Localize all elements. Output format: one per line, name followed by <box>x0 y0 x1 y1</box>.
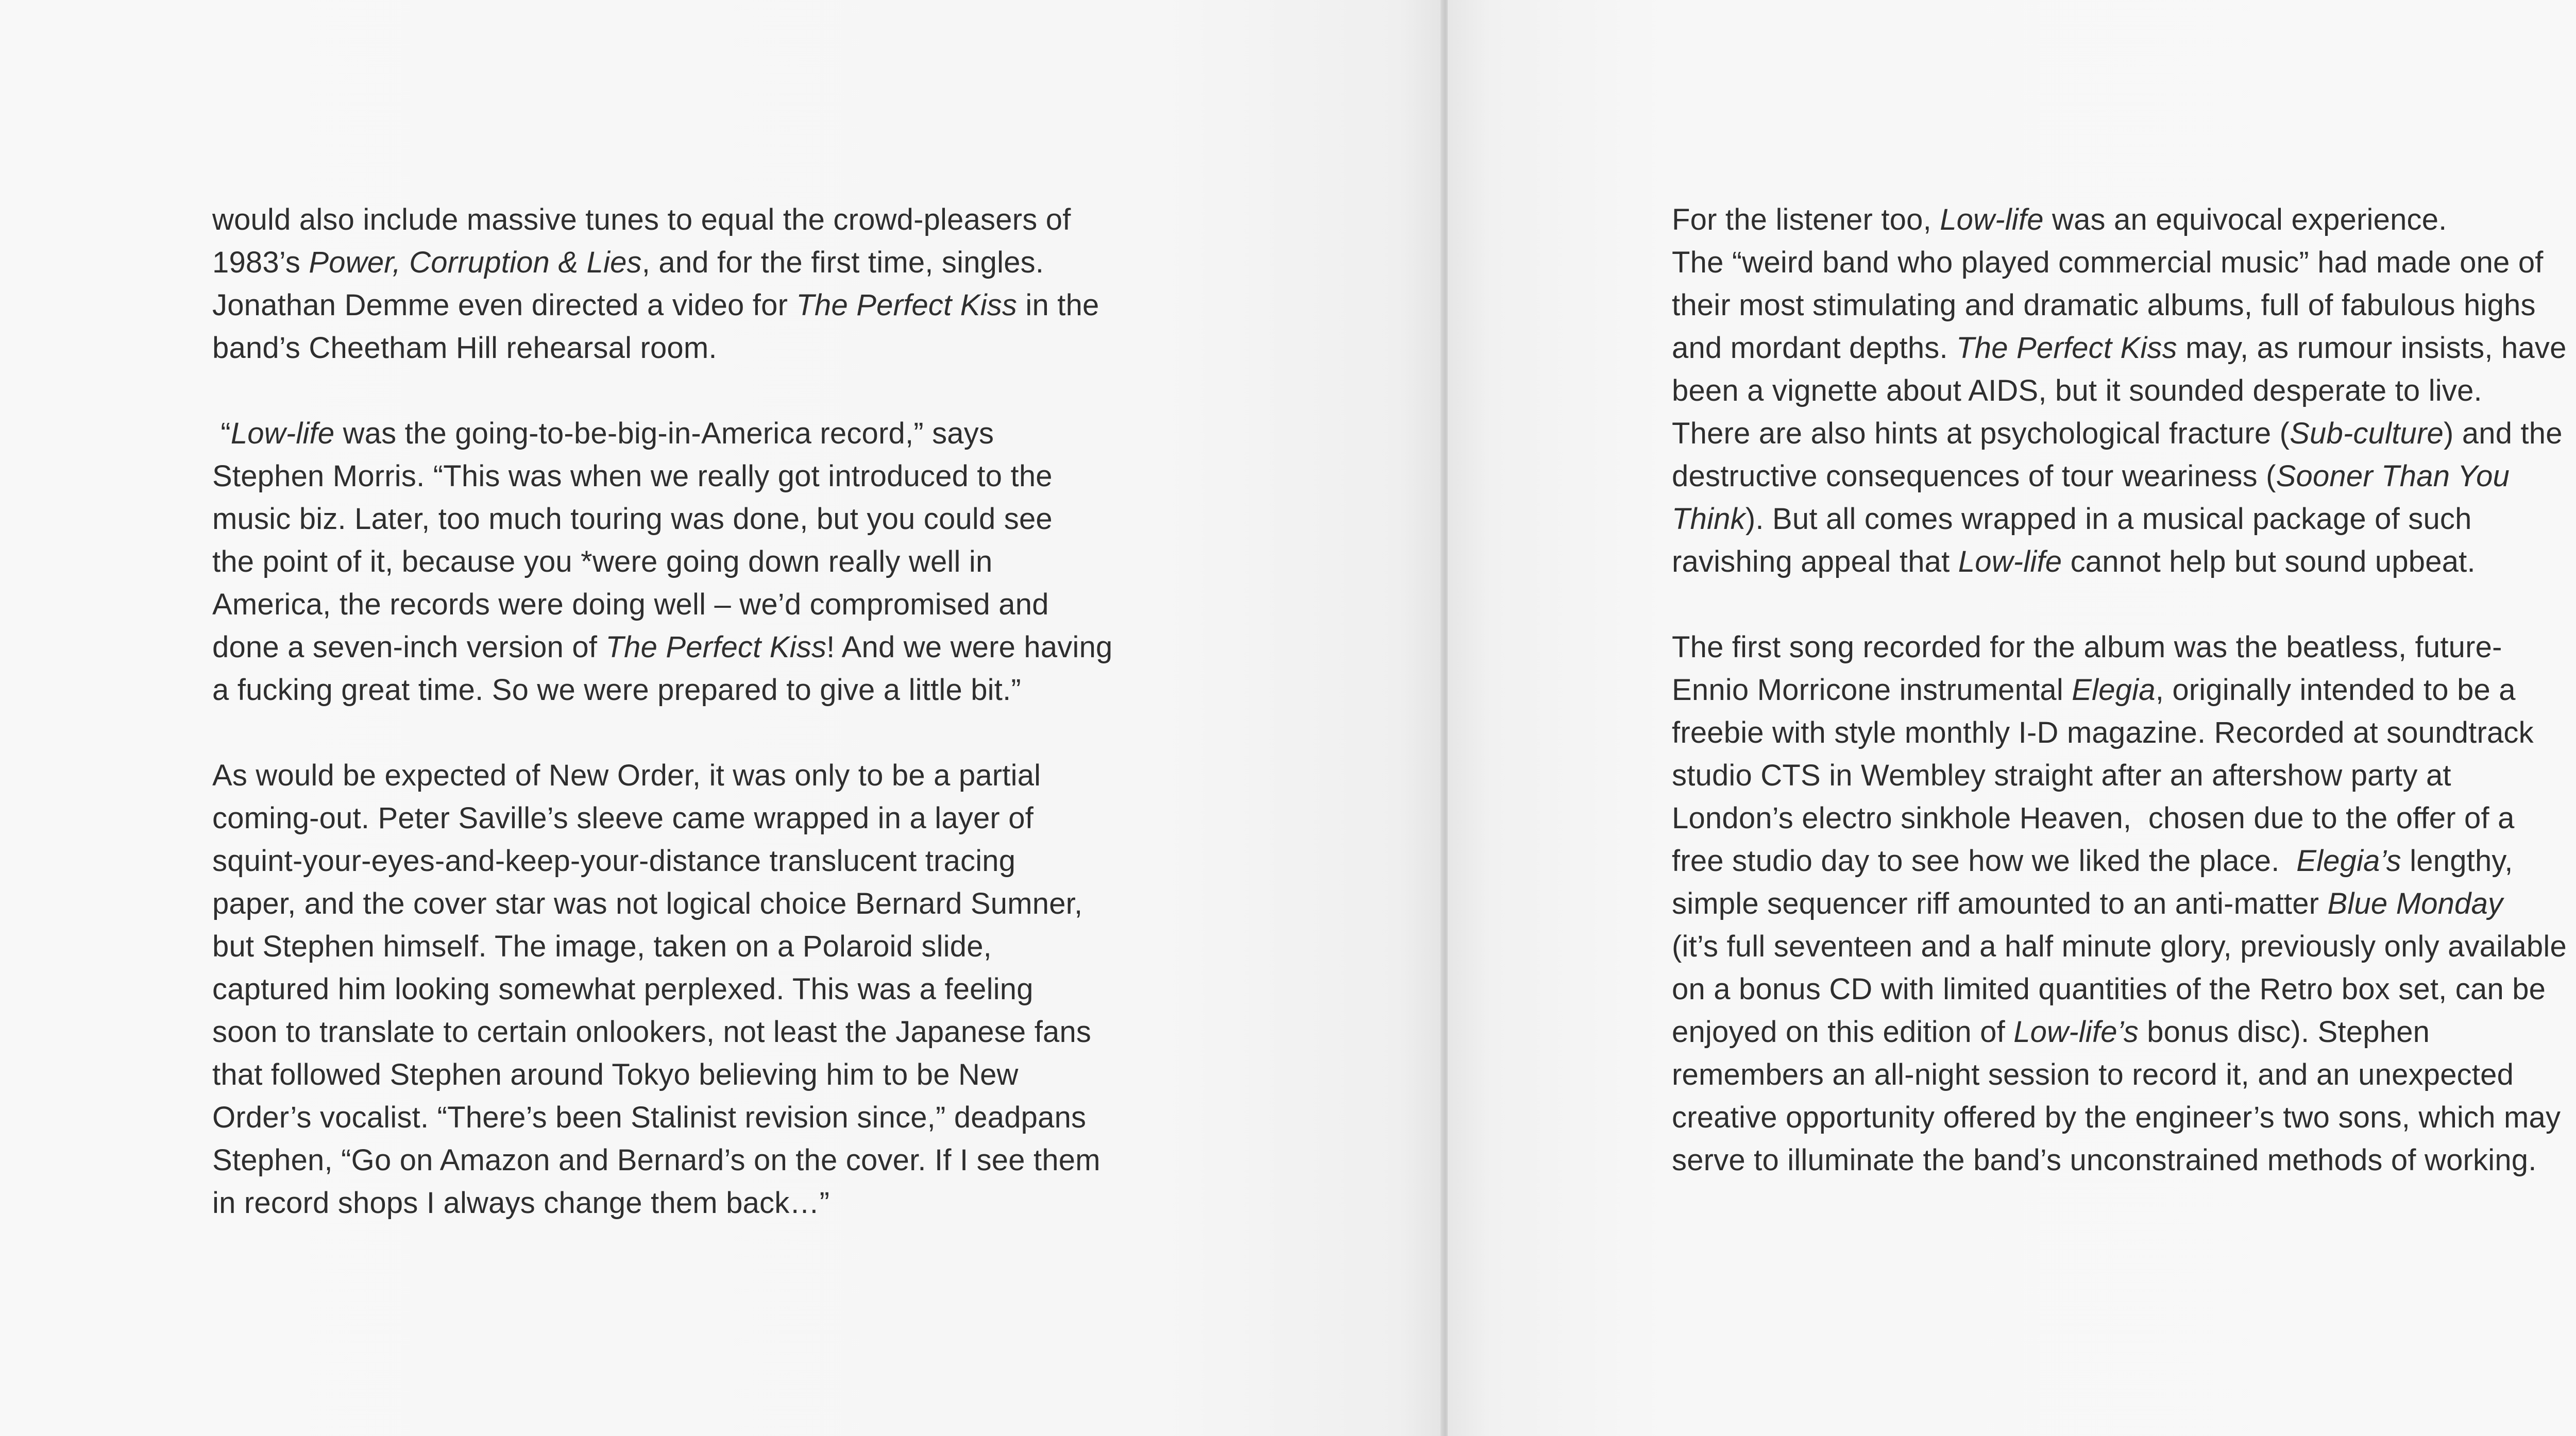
text-line <box>1672 925 2576 968</box>
text-line <box>212 583 1253 626</box>
text-line <box>212 1096 1253 1139</box>
text-line <box>1672 455 2576 498</box>
text-run: ) and the <box>2443 417 2563 450</box>
paragraph <box>1672 198 2576 583</box>
text-line <box>212 1182 1253 1224</box>
text-run: Ennio Morricone instrumental <box>1672 673 2072 707</box>
text-run: would also include massive tunes to equal the crowd-pleasers of <box>212 203 1071 236</box>
right-text-column <box>1672 198 2576 1224</box>
italic-title: Sooner Than You <box>2276 459 2510 493</box>
text-run: “ <box>212 417 231 450</box>
text-line <box>212 284 1253 327</box>
text-line <box>1672 797 2576 840</box>
text-run: the point of it, because you *were going down really well in <box>212 545 993 578</box>
text-line <box>212 198 1253 241</box>
italic-title: Blue Monday <box>2327 887 2503 920</box>
text-line <box>212 754 1253 797</box>
text-line <box>1672 241 2576 284</box>
text-line <box>212 626 1253 669</box>
text-run: enjoyed on this edition of <box>1672 1015 2014 1049</box>
text-run: London’s electro sinkhole Heaven, chosen due to the offer of a <box>1672 801 2515 835</box>
text-line <box>212 925 1253 968</box>
text-line <box>1672 968 2576 1011</box>
text-run: was the going-to-be-big-in-America record,” says <box>334 417 994 450</box>
text-run: The “weird band who played commercial music” had made one of <box>1672 246 2544 279</box>
text-line <box>1672 540 2576 583</box>
text-run: coming-out. Peter Saville’s sleeve came wrapped in a layer of <box>212 801 1034 835</box>
text-run: bonus disc). Stephen <box>2138 1015 2430 1049</box>
italic-title: Think <box>1672 502 1745 536</box>
text-run: For the listener too, <box>1672 203 1940 236</box>
italic-title: Low-life’s <box>2013 1015 2139 1049</box>
text-line <box>1672 1053 2576 1096</box>
text-line <box>1672 626 2576 669</box>
right-page <box>1448 0 2576 1436</box>
text-line <box>212 840 1253 882</box>
text-run: music biz. Later, too much touring was done, but you could see <box>212 502 1053 536</box>
text-run: in record shops I always change them back…” <box>212 1186 830 1220</box>
text-run: cannot help but sound upbeat. <box>2062 545 2476 578</box>
text-run: The first song recorded for the album was the beatless, future- <box>1672 630 2502 664</box>
text-line <box>1672 840 2576 882</box>
text-line <box>212 498 1253 540</box>
text-run: , originally intended to be a <box>2155 673 2516 707</box>
text-run: squint-your-eyes-and-keep-your-distance translucent tracing <box>212 844 1016 878</box>
italic-title: Elegia’s <box>2296 844 2401 878</box>
text-run: ). But all comes wrapped in a musical package of such <box>1745 502 2472 536</box>
text-run: Stephen, “Go on Amazon and Bernard’s on the cover. If I see them <box>212 1143 1100 1177</box>
text-line <box>212 1011 1253 1053</box>
text-line <box>1672 198 2576 241</box>
text-run: their most stimulating and dramatic albums, full of fabulous highs <box>1672 288 2536 322</box>
text-line <box>1672 882 2576 925</box>
italic-title: The Perfect Kiss <box>605 630 827 664</box>
text-run: creative opportunity offered by the engineer’s two sons, which may <box>1672 1101 2561 1134</box>
text-run: serve to illuminate the band’s unconstrained methods of working. <box>1672 1143 2537 1177</box>
text-run: band’s Cheetham Hill rehearsal room. <box>212 331 717 365</box>
text-run: in the <box>1017 288 1099 322</box>
text-line <box>212 241 1253 284</box>
text-run: paper, and the cover star was not logical choice Bernard Sumner, <box>212 887 1083 920</box>
text-run: Jonathan Demme even directed a video for <box>212 288 796 322</box>
text-line <box>1672 1096 2576 1139</box>
text-run: done a seven-inch version of <box>212 630 606 664</box>
text-run: Stephen Morris. “This was when we really got introduced to the <box>212 459 1053 493</box>
italic-title: Low-life <box>230 417 335 450</box>
text-line <box>212 540 1253 583</box>
paragraph <box>1672 626 2576 1182</box>
text-run: on a bonus CD with limited quantities of the Retro box set, can be <box>1672 972 2546 1006</box>
text-line <box>1672 498 2576 540</box>
text-run: studio CTS in Wembley straight after an aftershow party at <box>1672 759 2451 792</box>
text-run: captured him looking somewhat perplexed. This was a feeling <box>212 972 1033 1006</box>
text-run: that followed Stephen around Tokyo believing him to be New <box>212 1058 1019 1091</box>
text-run: There are also hints at psychological fracture ( <box>1672 417 2290 450</box>
text-run: 1983’s <box>212 246 309 279</box>
text-run: (it’s full seventeen and a half minute glory, previously only available <box>1672 930 2567 963</box>
text-line <box>1672 412 2576 455</box>
paragraph <box>212 412 1253 711</box>
text-run: ! And we were having <box>826 630 1113 664</box>
italic-title: Low-life <box>1940 203 2044 236</box>
text-run: lengthy, <box>2401 844 2513 878</box>
italic-title: Power, Corruption & Lies <box>309 246 642 279</box>
text-line <box>1672 327 2576 369</box>
text-run: remembers an all-night session to record it, and an unexpected <box>1672 1058 2514 1091</box>
text-run: simple sequencer riff amounted to an anti-matter <box>1672 887 2328 920</box>
text-run: As would be expected of New Order, it was only to be a partial <box>212 759 1041 792</box>
text-run: America, the records were doing well – we’d compromised and <box>212 588 1049 621</box>
text-run: a fucking great time. So we were prepared to give a little bit.” <box>212 673 1021 707</box>
italic-title: Sub-culture <box>2290 417 2444 450</box>
text-line <box>212 797 1253 840</box>
text-run: ravishing appeal that <box>1672 545 1958 578</box>
paragraph <box>212 198 1253 369</box>
text-line <box>212 669 1253 711</box>
text-run: and mordant depths. <box>1672 331 1957 365</box>
italic-title: The Perfect Kiss <box>796 288 1018 322</box>
text-line <box>1672 669 2576 711</box>
text-line <box>1672 754 2576 797</box>
text-run: been a vignette about AIDS, but it sounded desperate to live. <box>1672 374 2482 407</box>
text-line <box>212 412 1253 455</box>
text-run: but Stephen himself. The image, taken on a Polaroid slide, <box>212 930 992 963</box>
text-run: may, as rumour insists, have <box>2177 331 2567 365</box>
italic-title: The Perfect Kiss <box>1956 331 2177 365</box>
italic-title: Elegia <box>2072 673 2156 707</box>
text-line <box>212 968 1253 1011</box>
text-run: free studio day to see how we liked the place. <box>1672 844 2297 878</box>
text-line <box>212 882 1253 925</box>
text-line <box>212 327 1253 369</box>
text-line <box>1672 1011 2576 1053</box>
text-run: soon to translate to certain onlookers, not least the Japanese fans <box>212 1015 1092 1049</box>
text-run: , and for the first time, singles. <box>641 246 1044 279</box>
text-line <box>1672 711 2576 754</box>
text-line <box>212 455 1253 498</box>
left-text-column <box>212 198 1253 1267</box>
text-line <box>212 1139 1253 1182</box>
text-line <box>1672 1139 2576 1182</box>
text-line <box>1672 369 2576 412</box>
italic-title: Low-life <box>1958 545 2062 578</box>
paragraph <box>212 754 1253 1224</box>
text-line <box>212 1053 1253 1096</box>
text-run: was an equivocal experience. <box>2043 203 2447 236</box>
text-line <box>1672 284 2576 327</box>
text-run: freebie with style monthly I-D magazine. Recorded at soundtrack <box>1672 716 2534 749</box>
text-run: destructive consequences of tour weariness ( <box>1672 459 2276 493</box>
text-run: Order’s vocalist. “There’s been Stalinist revision since,” deadpans <box>212 1101 1087 1134</box>
